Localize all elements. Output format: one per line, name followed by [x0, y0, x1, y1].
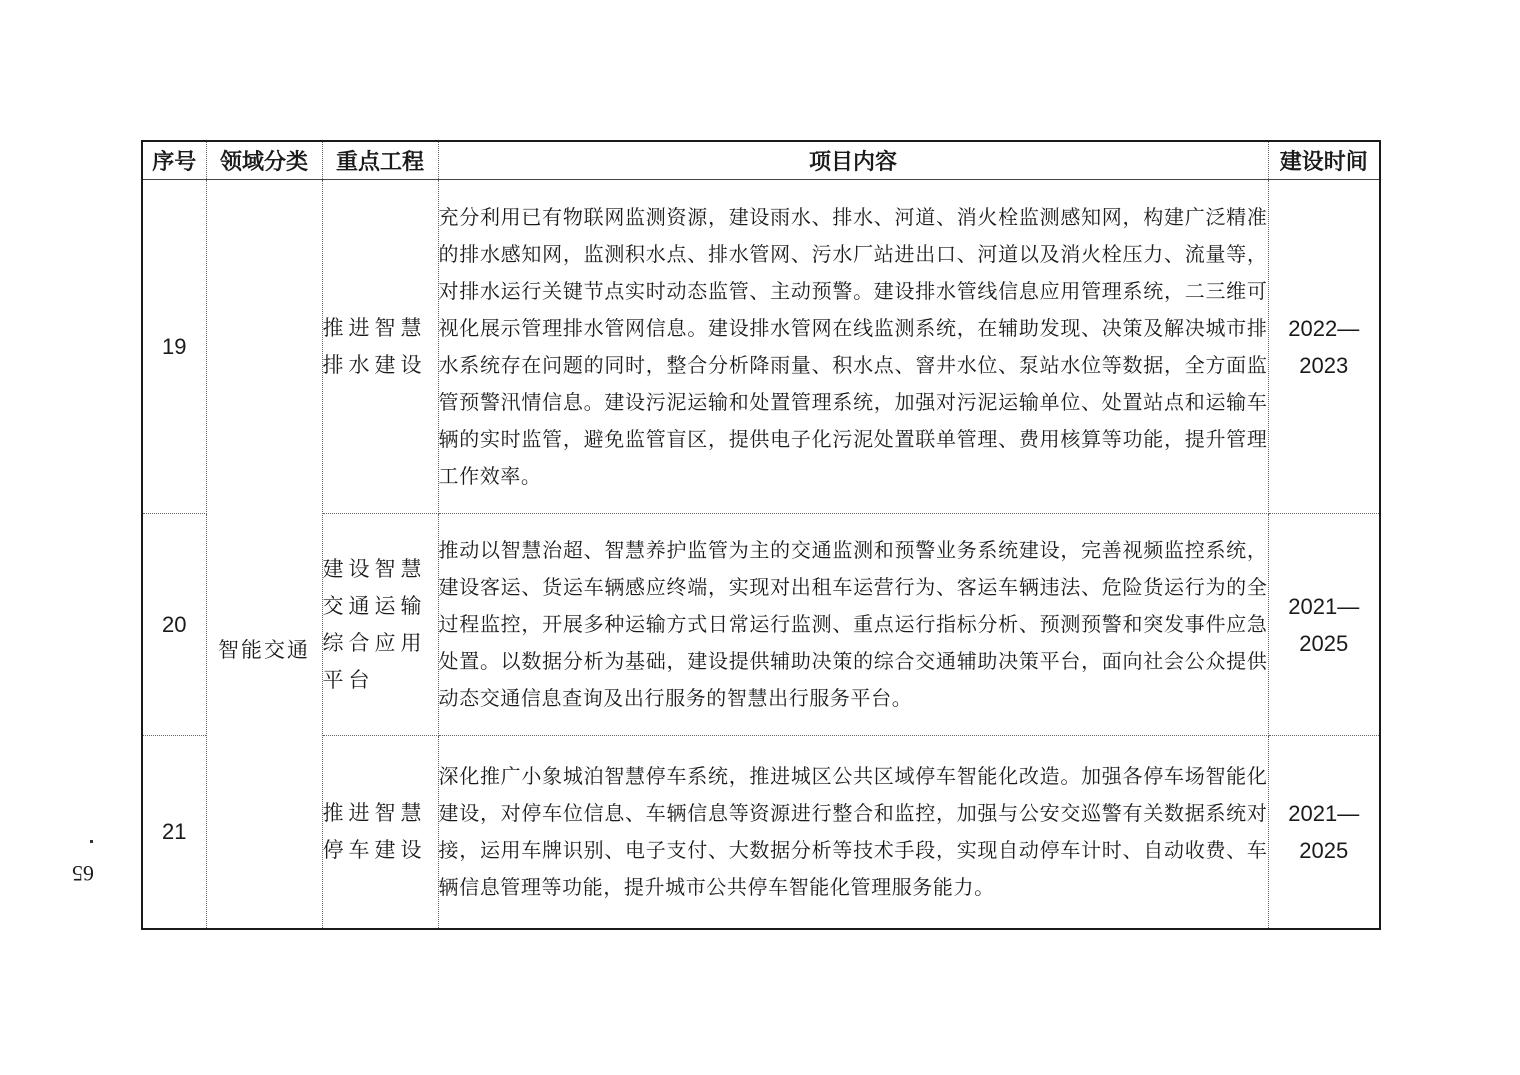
row-project: 推进智慧停车建设 — [322, 736, 438, 929]
row-time-end: 2025 — [1299, 630, 1349, 656]
row-content: 推动以智慧治超、智慧养护监管为主的交通监测和预警业务系统建设，完善视频监控系统，建设客运、货运车辆感应终端，实现对出租车运营行为、客运车辆违法、危险货运行为的全过程监控，开展多种运输方式日常运行监测、重点运行指标分析、预测预警和突发事件应急处置。以数据分析为基础，建设提供辅助决策的综合交通辅助决策平台，面向社会公众提供动态交通信息查询及出行服务的智慧出行服务平台。 — [438, 514, 1268, 736]
table-row — [142, 736, 1380, 929]
row-content: 充分利用已有物联网监测资源，建设雨水、排水、河道、消火栓监测感知网，构建广泛精准的排水感知网，监测积水点、排水管网、污水厂站进出口、河道以及消火栓压力、流量等，对排水运行关键节点实时动态监管、主动预警。建设排水管线信息应用管理系统，二三维可视化展示管理排水管网信息。建设排水管网在线监测系统，在辅助发现、决策及解决城市排水系统存在问题的同时，整合分析降雨量、积水点、窨井水位、泵站水位等数据，全方面监管预警汛情信息。建设污泥运输和处置管理系统，加强对污泥运输单位、处置站点和运输车辆的实时监管，避免监管盲区，提供电子化污泥处置联单管理、费用核算等功能，提升管理工作效率。 — [438, 180, 1268, 514]
header-content: 项目内容 — [438, 141, 1268, 180]
row-project: 推进智慧排水建设 — [322, 180, 438, 514]
domain-cell — [206, 180, 322, 929]
header-time: 建设时间 — [1268, 141, 1380, 180]
row-time — [1268, 736, 1380, 929]
page-number: 65 — [72, 861, 94, 886]
row-time-end: 2025 — [1299, 837, 1349, 863]
domain-label: 智能交通 — [218, 637, 310, 662]
row-time — [1268, 514, 1380, 736]
row-project: 建设智慧交通运输综合应用平台 — [322, 514, 438, 736]
row-time-start: 2021— — [1288, 800, 1360, 826]
project-table — [141, 140, 1381, 930]
row-seq: 21 — [142, 736, 206, 929]
table-row — [142, 180, 1380, 514]
header-project: 重点工程 — [322, 141, 438, 180]
row-time-start: 2022— — [1288, 315, 1360, 341]
table-header-row — [142, 141, 1380, 180]
row-seq: 19 — [142, 180, 206, 514]
row-content: 深化推广小象城泊智慧停车系统，推进城区公共区域停车智能化改造。加强各停车场智能化建设，对停车位信息、车辆信息等资源进行整合和监控，加强与公安交巡警有关数据系统对接，运用车牌识别、电子支付、大数据分析等技术手段，实现自动停车计时、自动收费、车辆信息管理等功能，提升城市公共停车智能化管理服务能力。 — [438, 736, 1268, 929]
row-time-end: 2023 — [1299, 352, 1349, 378]
header-seq: 序号 — [142, 141, 206, 180]
row-seq: 20 — [142, 514, 206, 736]
header-domain: 领域分类 — [206, 141, 322, 180]
row-time-start: 2021— — [1288, 593, 1360, 619]
table-row — [142, 514, 1380, 736]
page-number-dot — [90, 840, 93, 843]
row-time — [1268, 180, 1380, 514]
